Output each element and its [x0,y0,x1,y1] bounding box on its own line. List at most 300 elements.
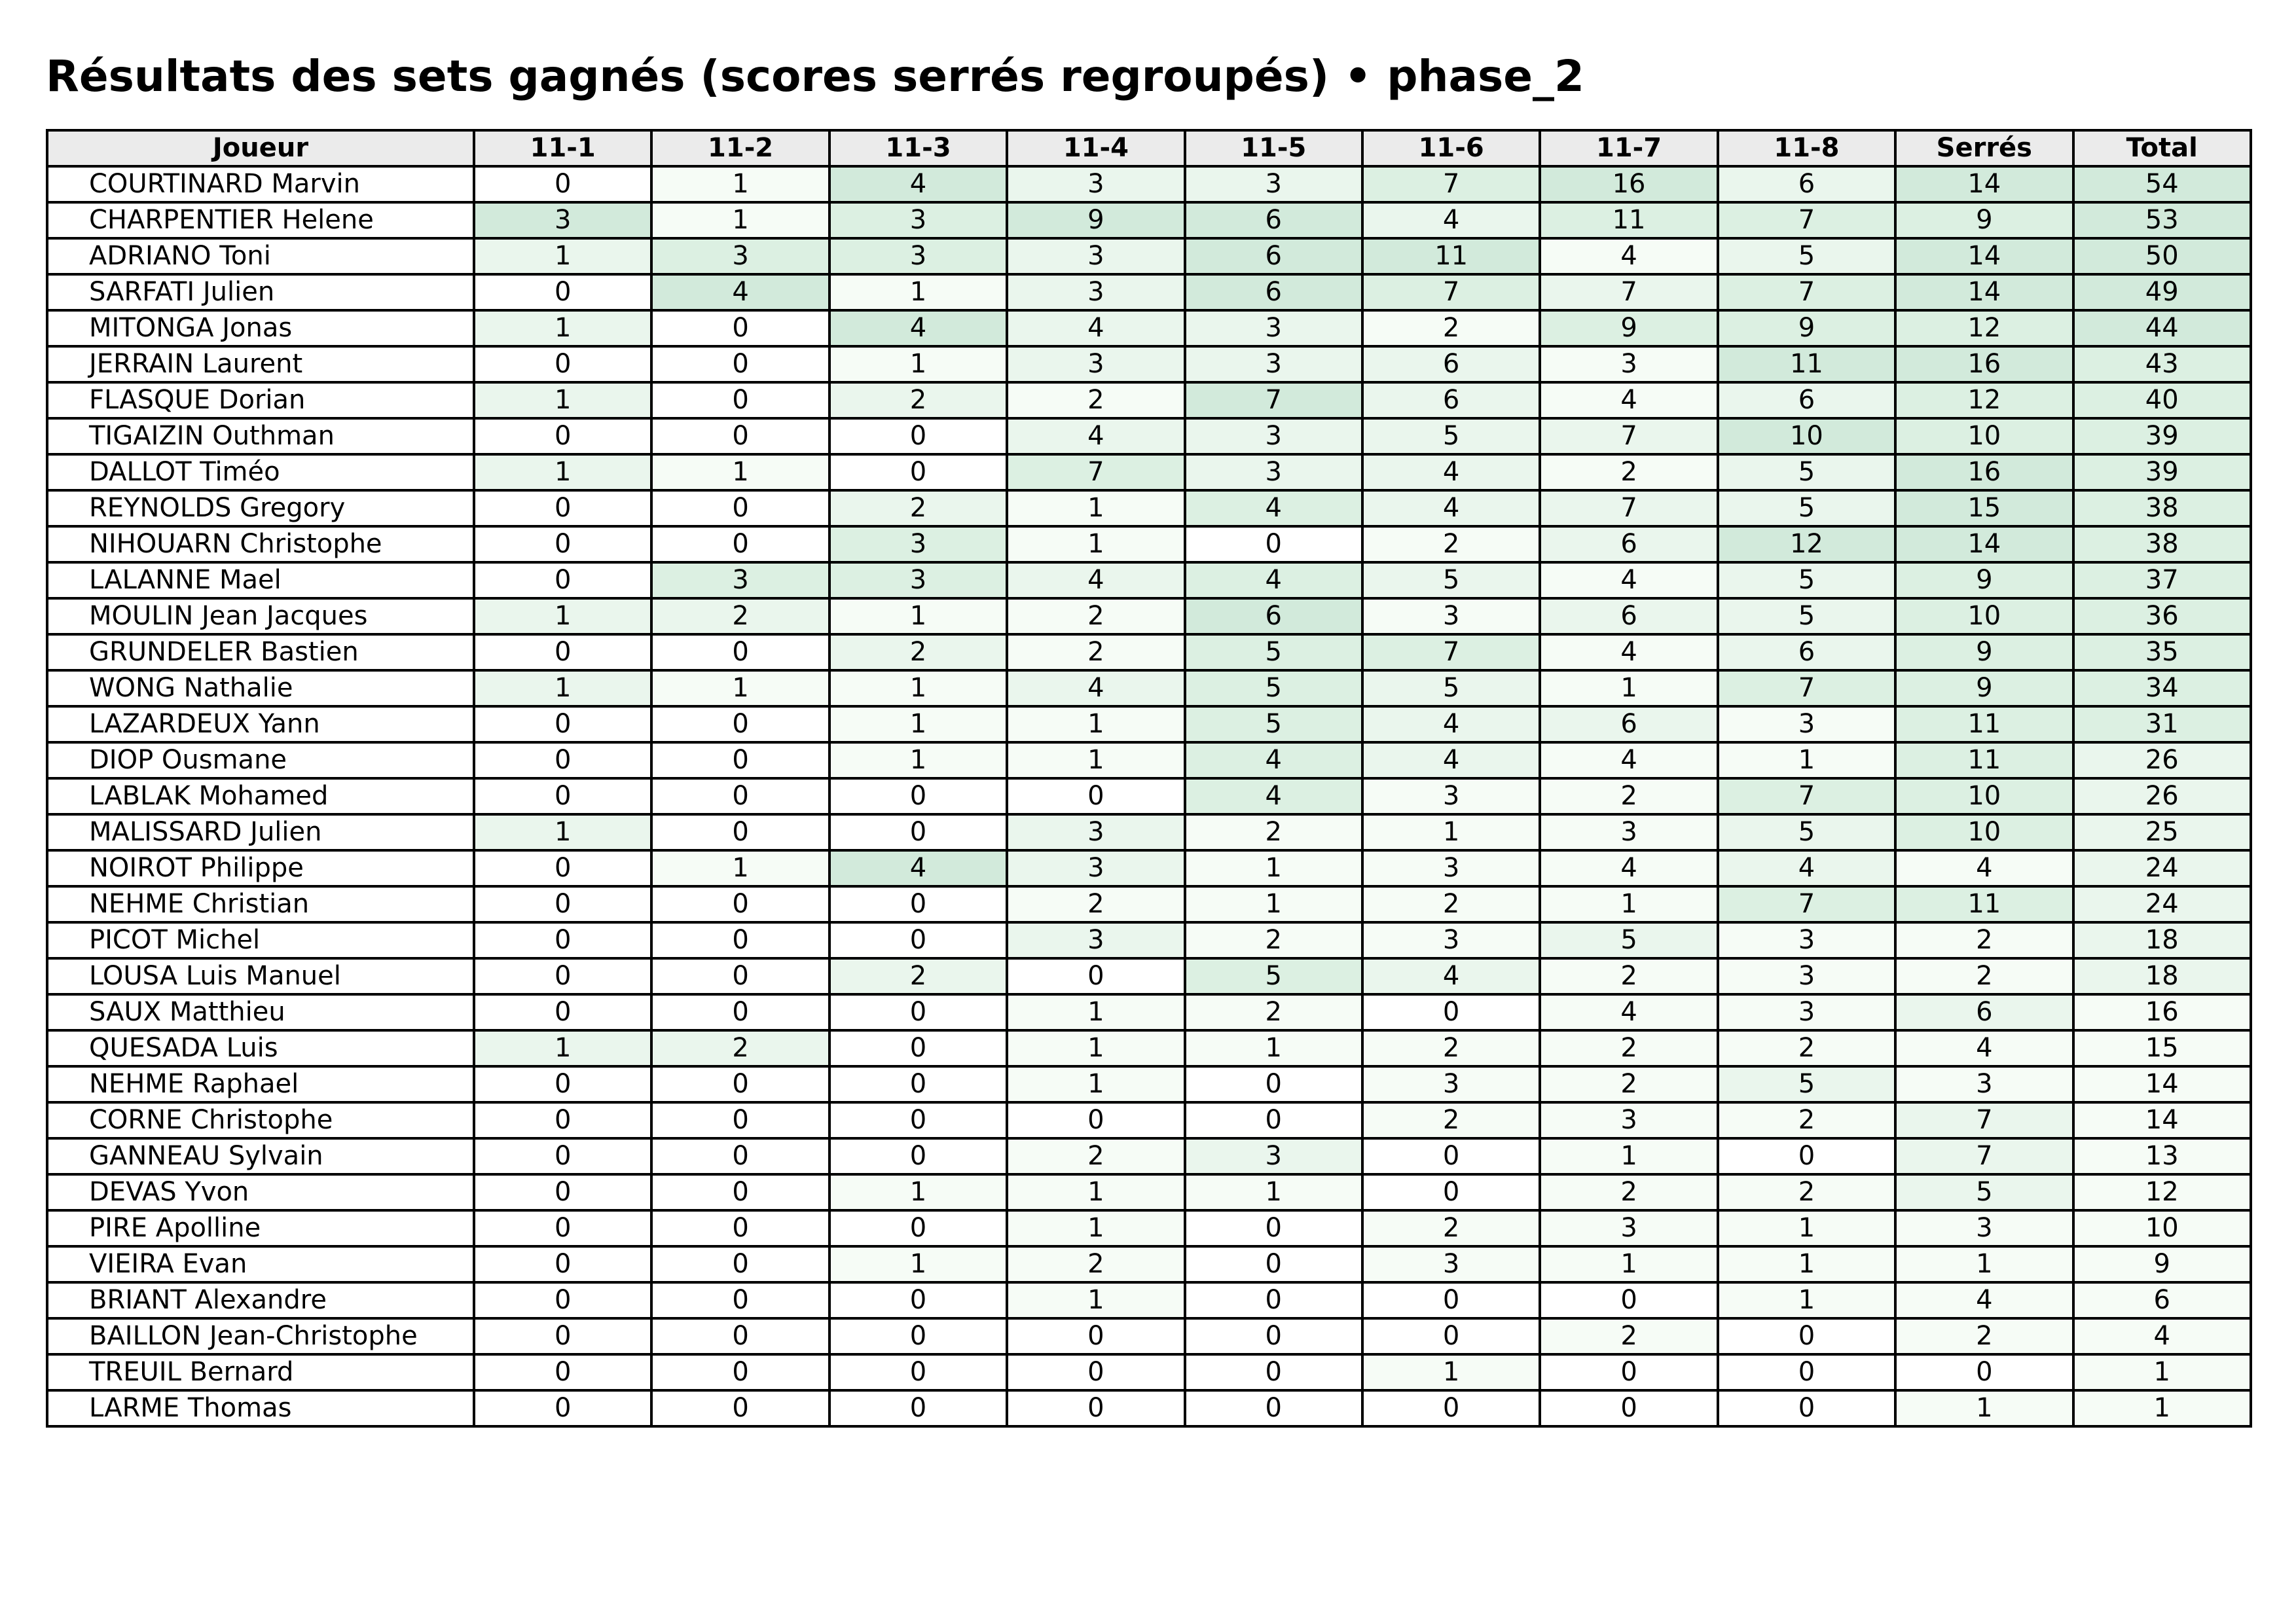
column-header-serres: Serrés [1895,130,2073,166]
score-cell-11-5: 3 [1185,310,1362,346]
score-cell-11-3: 0 [829,994,1007,1030]
score-cell-11-3: 0 [829,1354,1007,1390]
table-row [47,562,2251,598]
score-cell-serres: 9 [1895,202,2073,238]
score-cell-11-8: 1 [1718,1282,1895,1318]
score-cell-11-7: 4 [1540,850,1717,886]
score-cell-11-3: 0 [829,1318,1007,1354]
score-cell-11-3: 1 [829,742,1007,778]
score-cell-11-3: 3 [829,562,1007,598]
player-name-cell: LALANNE Mael [47,562,474,598]
score-cell-11-6: 2 [1362,526,1540,562]
score-cell-11-3: 3 [829,202,1007,238]
score-cell-serres: 11 [1895,742,2073,778]
score-cell-11-4: 2 [1007,1246,1184,1282]
score-cell-11-2: 0 [651,706,829,742]
score-cell-11-2: 1 [651,454,829,490]
score-cell-11-4: 9 [1007,202,1184,238]
score-cell-11-2: 0 [651,814,829,850]
score-cell-11-6: 6 [1362,346,1540,382]
score-cell-11-7: 2 [1540,1030,1717,1066]
score-cell-11-7: 7 [1540,418,1717,454]
score-cell-11-4: 1 [1007,526,1184,562]
score-cell-11-3: 0 [829,1030,1007,1066]
table-row [47,742,2251,778]
score-cell-11-6: 2 [1362,1210,1540,1246]
score-cell-total: 49 [2073,274,2251,310]
score-cell-11-3: 1 [829,1174,1007,1210]
score-cell-11-3: 0 [829,1138,1007,1174]
score-cell-11-8: 5 [1718,238,1895,274]
score-cell-11-8: 0 [1718,1138,1895,1174]
score-cell-11-6: 3 [1362,598,1540,634]
score-cell-11-7: 0 [1540,1354,1717,1390]
score-cell-11-6: 7 [1362,634,1540,670]
score-cell-11-1: 0 [474,634,651,670]
score-cell-11-2: 2 [651,598,829,634]
score-cell-11-4: 1 [1007,1210,1184,1246]
score-cell-11-5: 0 [1185,1390,1362,1426]
table-row [47,1282,2251,1318]
table-row [47,850,2251,886]
score-cell-total: 24 [2073,886,2251,922]
score-cell-11-6: 0 [1362,1390,1540,1426]
score-cell-total: 9 [2073,1246,2251,1282]
table-row [47,886,2251,922]
score-cell-11-8: 0 [1718,1390,1895,1426]
score-cell-11-4: 1 [1007,1282,1184,1318]
score-cell-11-5: 5 [1185,706,1362,742]
column-header-11-5: 11-5 [1185,130,1362,166]
table-row [47,166,2251,202]
score-cell-11-5: 0 [1185,1318,1362,1354]
score-cell-11-4: 2 [1007,1138,1184,1174]
score-cell-11-7: 3 [1540,1102,1717,1138]
score-cell-total: 4 [2073,1318,2251,1354]
score-cell-11-6: 0 [1362,1138,1540,1174]
score-cell-11-7: 1 [1540,1246,1717,1282]
score-cell-total: 14 [2073,1102,2251,1138]
score-cell-total: 15 [2073,1030,2251,1066]
score-cell-11-1: 1 [474,814,651,850]
score-cell-11-5: 0 [1185,1210,1362,1246]
score-cell-11-8: 4 [1718,850,1895,886]
score-cell-11-2: 0 [651,742,829,778]
score-cell-11-5: 3 [1185,166,1362,202]
score-cell-11-1: 1 [474,598,651,634]
score-cell-11-6: 0 [1362,1318,1540,1354]
score-cell-total: 12 [2073,1174,2251,1210]
score-cell-11-8: 5 [1718,814,1895,850]
player-name-cell: REYNOLDS Gregory [47,490,474,526]
score-cell-11-1: 0 [474,742,651,778]
score-cell-11-4: 3 [1007,850,1184,886]
score-cell-serres: 9 [1895,634,2073,670]
score-cell-11-5: 4 [1185,778,1362,814]
results-table [46,129,2252,1428]
score-cell-11-6: 3 [1362,1246,1540,1282]
score-cell-11-2: 0 [651,382,829,418]
score-cell-11-1: 0 [474,994,651,1030]
score-cell-11-1: 0 [474,706,651,742]
score-cell-11-5: 0 [1185,526,1362,562]
table-row [47,1246,2251,1282]
score-cell-11-5: 2 [1185,922,1362,958]
score-cell-total: 37 [2073,562,2251,598]
score-cell-11-4: 1 [1007,706,1184,742]
score-cell-11-5: 3 [1185,1138,1362,1174]
score-cell-total: 26 [2073,742,2251,778]
score-cell-11-6: 2 [1362,1030,1540,1066]
score-cell-11-7: 6 [1540,526,1717,562]
score-cell-11-4: 3 [1007,238,1184,274]
score-cell-11-8: 7 [1718,202,1895,238]
score-cell-11-1: 0 [474,1210,651,1246]
score-cell-11-3: 0 [829,1066,1007,1102]
score-cell-11-1: 0 [474,1102,651,1138]
score-cell-11-6: 3 [1362,850,1540,886]
score-cell-11-7: 0 [1540,1282,1717,1318]
score-cell-11-8: 11 [1718,346,1895,382]
player-name-cell: BAILLON Jean-Christophe [47,1318,474,1354]
score-cell-11-2: 1 [651,202,829,238]
score-cell-serres: 11 [1895,706,2073,742]
score-cell-11-2: 1 [651,850,829,886]
score-cell-11-6: 4 [1362,742,1540,778]
player-name-cell: COURTINARD Marvin [47,166,474,202]
score-cell-11-6: 5 [1362,670,1540,706]
score-cell-11-1: 0 [474,166,651,202]
player-name-cell: LOUSA Luis Manuel [47,958,474,994]
score-cell-11-2: 0 [651,1210,829,1246]
column-header-11-3: 11-3 [829,130,1007,166]
score-cell-11-5: 3 [1185,418,1362,454]
score-cell-11-3: 4 [829,166,1007,202]
column-header-11-6: 11-6 [1362,130,1540,166]
score-cell-11-6: 3 [1362,778,1540,814]
score-cell-total: 38 [2073,526,2251,562]
score-cell-11-5: 5 [1185,634,1362,670]
score-cell-serres: 11 [1895,886,2073,922]
score-cell-11-5: 5 [1185,958,1362,994]
score-cell-11-4: 3 [1007,814,1184,850]
score-cell-11-5: 4 [1185,742,1362,778]
score-cell-11-4: 0 [1007,1390,1184,1426]
score-cell-11-8: 3 [1718,958,1895,994]
score-cell-serres: 10 [1895,418,2073,454]
score-cell-total: 34 [2073,670,2251,706]
player-name-cell: DEVAS Yvon [47,1174,474,1210]
score-cell-11-4: 4 [1007,418,1184,454]
score-cell-11-4: 2 [1007,382,1184,418]
score-cell-total: 1 [2073,1390,2251,1426]
score-cell-11-5: 0 [1185,1282,1362,1318]
score-cell-11-2: 2 [651,1030,829,1066]
score-cell-11-5: 4 [1185,562,1362,598]
score-cell-serres: 1 [1895,1390,2073,1426]
table-row [47,634,2251,670]
score-cell-11-2: 0 [651,1390,829,1426]
score-cell-11-4: 2 [1007,598,1184,634]
score-cell-11-8: 7 [1718,886,1895,922]
score-cell-11-2: 1 [651,670,829,706]
score-cell-11-6: 7 [1362,274,1540,310]
table-header [47,130,2251,166]
player-name-cell: VIEIRA Evan [47,1246,474,1282]
score-cell-11-2: 0 [651,634,829,670]
score-cell-total: 25 [2073,814,2251,850]
score-cell-11-1: 0 [474,922,651,958]
score-cell-total: 1 [2073,1354,2251,1390]
player-name-cell: MOULIN Jean Jacques [47,598,474,634]
score-cell-serres: 9 [1895,670,2073,706]
score-cell-total: 18 [2073,922,2251,958]
score-cell-11-2: 0 [651,1066,829,1102]
table-row [47,922,2251,958]
player-name-cell: NIHOUARN Christophe [47,526,474,562]
score-cell-11-6: 4 [1362,490,1540,526]
column-header-11-7: 11-7 [1540,130,1717,166]
score-cell-11-6: 4 [1362,958,1540,994]
score-cell-total: 39 [2073,454,2251,490]
player-name-cell: WONG Nathalie [47,670,474,706]
player-name-cell: JERRAIN Laurent [47,346,474,382]
score-cell-serres: 14 [1895,238,2073,274]
player-name-cell: GRUNDELER Bastien [47,634,474,670]
score-cell-11-7: 4 [1540,994,1717,1030]
score-cell-11-5: 2 [1185,994,1362,1030]
score-cell-11-7: 4 [1540,742,1717,778]
table-row [47,994,2251,1030]
score-cell-total: 40 [2073,382,2251,418]
score-cell-11-8: 2 [1718,1030,1895,1066]
score-cell-11-3: 0 [829,778,1007,814]
player-name-cell: NEHME Raphael [47,1066,474,1102]
table-row [47,1102,2251,1138]
score-cell-11-2: 3 [651,562,829,598]
score-cell-11-1: 0 [474,1246,651,1282]
score-cell-11-4: 1 [1007,742,1184,778]
score-cell-11-7: 2 [1540,778,1717,814]
score-cell-serres: 16 [1895,454,2073,490]
score-cell-11-1: 0 [474,886,651,922]
score-cell-11-7: 2 [1540,1318,1717,1354]
score-cell-11-8: 7 [1718,778,1895,814]
score-cell-serres: 2 [1895,958,2073,994]
table-row [47,526,2251,562]
score-cell-total: 31 [2073,706,2251,742]
score-cell-11-8: 5 [1718,1066,1895,1102]
player-name-cell: NEHME Christian [47,886,474,922]
score-cell-11-5: 1 [1185,1030,1362,1066]
score-cell-11-6: 2 [1362,310,1540,346]
player-name-cell: PIRE Apolline [47,1210,474,1246]
score-cell-11-4: 4 [1007,562,1184,598]
score-cell-11-2: 0 [651,1174,829,1210]
score-cell-11-6: 4 [1362,706,1540,742]
score-cell-11-2: 0 [651,1354,829,1390]
score-cell-11-1: 0 [474,274,651,310]
score-cell-11-2: 3 [651,238,829,274]
score-cell-11-5: 3 [1185,454,1362,490]
table-row [47,778,2251,814]
score-cell-total: 53 [2073,202,2251,238]
player-name-cell: TREUIL Bernard [47,1354,474,1390]
score-cell-total: 36 [2073,598,2251,634]
score-cell-11-3: 0 [829,922,1007,958]
score-cell-11-3: 1 [829,1246,1007,1282]
score-cell-11-3: 3 [829,238,1007,274]
score-cell-11-7: 7 [1540,490,1717,526]
column-header-11-2: 11-2 [651,130,829,166]
score-cell-11-4: 0 [1007,778,1184,814]
page-title: Résultats des sets gagnés (scores serrés regroupés) • phase_2 [46,51,1584,101]
score-cell-11-7: 2 [1540,454,1717,490]
score-cell-serres: 4 [1895,1030,2073,1066]
score-cell-11-8: 3 [1718,922,1895,958]
table-row [47,1354,2251,1390]
player-name-cell: BRIANT Alexandre [47,1282,474,1318]
score-cell-11-1: 0 [474,1174,651,1210]
score-cell-11-8: 1 [1718,1246,1895,1282]
score-cell-serres: 2 [1895,1318,2073,1354]
score-cell-11-4: 0 [1007,958,1184,994]
score-cell-total: 26 [2073,778,2251,814]
score-cell-11-4: 3 [1007,922,1184,958]
score-cell-serres: 5 [1895,1174,2073,1210]
score-cell-11-8: 9 [1718,310,1895,346]
score-cell-11-7: 4 [1540,382,1717,418]
table-row [47,418,2251,454]
score-cell-11-4: 4 [1007,670,1184,706]
table-row [47,1138,2251,1174]
table-body [47,166,2251,1426]
score-cell-11-2: 0 [651,1138,829,1174]
table-row [47,202,2251,238]
score-cell-11-4: 0 [1007,1354,1184,1390]
score-cell-11-1: 0 [474,958,651,994]
score-cell-11-2: 0 [651,886,829,922]
score-cell-total: 43 [2073,346,2251,382]
score-cell-11-8: 2 [1718,1174,1895,1210]
score-cell-11-2: 0 [651,1102,829,1138]
score-cell-11-6: 2 [1362,1102,1540,1138]
score-cell-11-5: 0 [1185,1354,1362,1390]
score-cell-serres: 15 [1895,490,2073,526]
score-cell-11-6: 1 [1362,1354,1540,1390]
score-cell-11-3: 4 [829,310,1007,346]
score-cell-11-1: 0 [474,418,651,454]
score-cell-serres: 10 [1895,778,2073,814]
score-cell-11-5: 6 [1185,274,1362,310]
column-header-11-1: 11-1 [474,130,651,166]
score-cell-11-8: 6 [1718,634,1895,670]
column-header-11-4: 11-4 [1007,130,1184,166]
score-cell-11-8: 7 [1718,670,1895,706]
player-name-cell: LARME Thomas [47,1390,474,1426]
score-cell-serres: 10 [1895,598,2073,634]
score-cell-11-7: 5 [1540,922,1717,958]
score-cell-11-5: 1 [1185,1174,1362,1210]
score-cell-11-8: 5 [1718,490,1895,526]
score-cell-11-3: 1 [829,706,1007,742]
score-cell-11-2: 0 [651,994,829,1030]
score-cell-11-3: 0 [829,454,1007,490]
column-header-total: Total [2073,130,2251,166]
score-cell-11-1: 0 [474,1282,651,1318]
score-cell-11-6: 4 [1362,454,1540,490]
table-row [47,1030,2251,1066]
score-cell-11-6: 2 [1362,886,1540,922]
player-name-cell: LABLAK Mohamed [47,778,474,814]
table-row [47,454,2251,490]
score-cell-serres: 6 [1895,994,2073,1030]
score-cell-11-3: 3 [829,526,1007,562]
score-cell-11-1: 1 [474,1030,651,1066]
score-cell-11-2: 0 [651,922,829,958]
score-cell-11-8: 0 [1718,1354,1895,1390]
score-cell-total: 54 [2073,166,2251,202]
score-cell-11-4: 0 [1007,1318,1184,1354]
score-cell-11-1: 1 [474,454,651,490]
score-cell-11-3: 0 [829,1102,1007,1138]
score-cell-11-1: 0 [474,526,651,562]
table-row [47,1390,2251,1426]
player-name-cell: QUESADA Luis [47,1030,474,1066]
score-cell-11-1: 0 [474,1138,651,1174]
score-cell-11-4: 4 [1007,310,1184,346]
score-cell-11-1: 1 [474,670,651,706]
score-cell-total: 18 [2073,958,2251,994]
score-cell-11-2: 0 [651,1318,829,1354]
table-row [47,670,2251,706]
score-cell-11-6: 5 [1362,562,1540,598]
score-cell-11-5: 6 [1185,598,1362,634]
score-cell-11-8: 1 [1718,1210,1895,1246]
table-row [47,310,2251,346]
score-cell-11-3: 2 [829,490,1007,526]
score-cell-total: 39 [2073,418,2251,454]
table-row [47,706,2251,742]
score-cell-11-4: 0 [1007,1102,1184,1138]
score-cell-11-8: 5 [1718,598,1895,634]
score-cell-11-7: 3 [1540,346,1717,382]
score-cell-serres: 4 [1895,1282,2073,1318]
score-cell-11-6: 7 [1362,166,1540,202]
score-cell-11-2: 0 [651,418,829,454]
player-name-cell: TIGAIZIN Outhman [47,418,474,454]
player-name-cell: CHARPENTIER Helene [47,202,474,238]
score-cell-serres: 16 [1895,346,2073,382]
table-row [47,238,2251,274]
score-cell-11-5: 6 [1185,202,1362,238]
player-name-cell: CORNE Christophe [47,1102,474,1138]
score-cell-11-8: 7 [1718,274,1895,310]
score-cell-11-1: 0 [474,490,651,526]
score-cell-11-6: 0 [1362,1174,1540,1210]
score-cell-11-7: 4 [1540,634,1717,670]
score-cell-11-7: 4 [1540,238,1717,274]
score-cell-11-1: 3 [474,202,651,238]
player-name-cell: MITONGA Jonas [47,310,474,346]
score-cell-total: 10 [2073,1210,2251,1246]
score-cell-11-5: 2 [1185,814,1362,850]
score-cell-11-4: 1 [1007,994,1184,1030]
score-cell-11-6: 4 [1362,202,1540,238]
score-cell-11-3: 0 [829,886,1007,922]
score-cell-11-4: 3 [1007,274,1184,310]
table-row [47,1066,2251,1102]
